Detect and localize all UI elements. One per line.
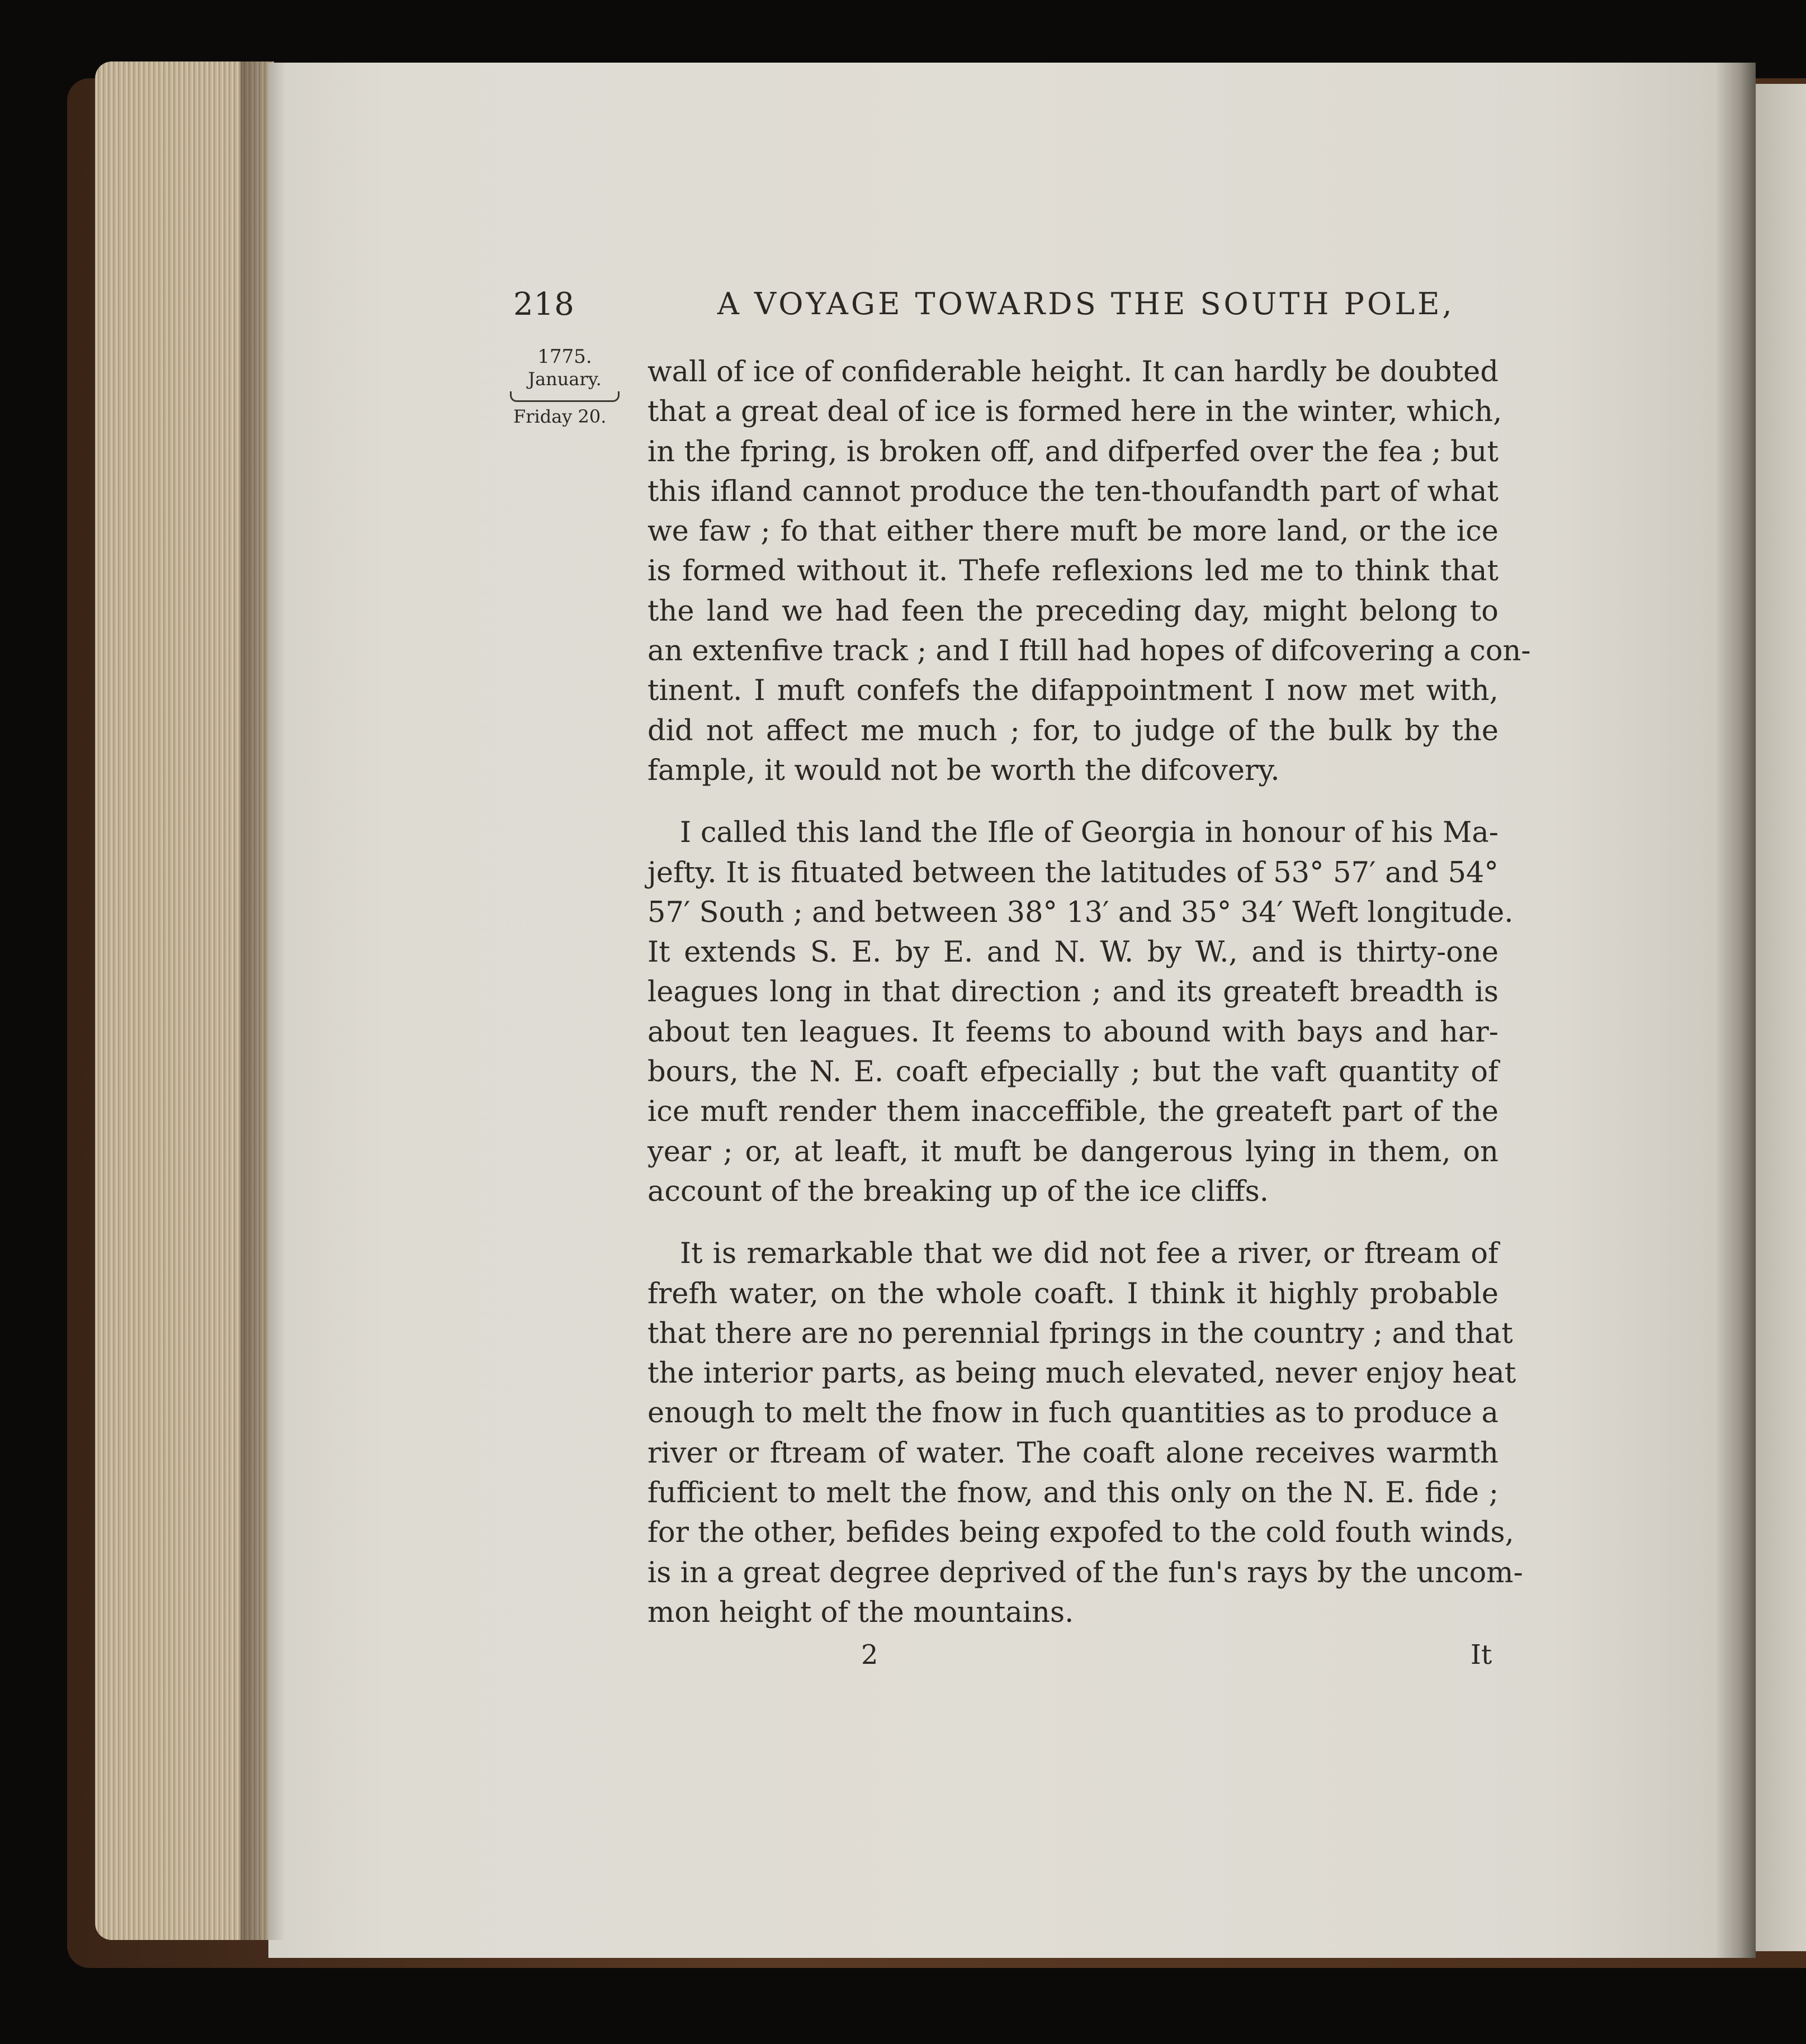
text-line: fample, it would not be worth the difcovery.	[647, 754, 1280, 787]
text-line: fufficient to melt the fnow, and this only on the N. E. fide ;	[647, 1477, 1498, 1510]
margin-year: 1775.	[537, 346, 592, 368]
text-line: leagues long in that direction ; and its greateft breadth is	[647, 976, 1498, 1009]
catchword: It	[1471, 1639, 1492, 1671]
text-line: river or ftream of water. The coaft alone receives warmth	[647, 1436, 1498, 1470]
text-line: I called this land the Ifle of Georgia in honour of his Ma-	[680, 816, 1498, 850]
text-line: an extenfive track ; and I ftill had hopes of difcovering a con-	[647, 635, 1531, 668]
text-line: 57′ South ; and between 38° 13′ and 35° 34′ Weft longitude.	[647, 896, 1514, 929]
running-head: A VOYAGE TOWARDS THE SOUTH POLE,	[717, 286, 1455, 321]
signature-mark: 2	[861, 1639, 878, 1671]
text-line: is formed without it. Thefe reflexions led me to think that	[647, 555, 1498, 588]
text-line: that there are no perennial fprings in the country ; and that	[647, 1317, 1513, 1350]
text-line: about ten leagues. It feems to abound with bays and har-	[647, 1015, 1498, 1049]
paragraph-gap	[647, 1212, 1498, 1234]
margin-date-note	[503, 346, 626, 428]
margin-brace	[510, 391, 620, 402]
margin-month: January.	[528, 368, 602, 390]
text-line: account of the breaking up of the ice cliffs.	[647, 1175, 1269, 1208]
text-line: It extends S. E. by E. and N. W. by W., and is thirty-one	[647, 936, 1498, 969]
text-line: wall of ice of confiderable height. It can hardly be doubted	[647, 356, 1498, 389]
text-line: year ; or, at leaft, it muft be dangerous lying in them, on	[647, 1135, 1498, 1168]
text-line: ice muft render them inacceffible, the greateft part of the	[647, 1095, 1498, 1129]
text-line: we faw ; fo that either there muft be more land, or the ice	[647, 515, 1498, 548]
text-line: jefty. It is fituated between the latitudes of 53° 57′ and 54°	[647, 856, 1498, 889]
body-text	[647, 352, 1531, 1633]
text-line: the interior parts, as being much elevated, never enjoy heat	[647, 1357, 1516, 1390]
text-line: It is remarkable that we did not fee a river, or ftream of	[680, 1237, 1498, 1271]
text-line: that a great deal of ice is formed here in the winter, which,	[647, 395, 1502, 429]
text-line: in the fpring, is broken off, and difperfed over the fea ; but	[647, 435, 1498, 469]
margin-day: Friday 20.	[513, 406, 607, 427]
text-line: for the other, befides being expofed to the cold fouth winds,	[647, 1516, 1514, 1550]
text-line: did not affect me much ; for, to judge of the bulk by the	[647, 714, 1498, 747]
text-line: bours, the N. E. coaft efpecially ; but the vaft quantity of	[647, 1056, 1498, 1089]
text-line: enough to melt the fnow in fuch quantities as to produce a	[647, 1397, 1498, 1430]
text-line: is in a great degree deprived of the fun's rays by the uncom-	[647, 1556, 1523, 1589]
paragraph-gap	[647, 791, 1498, 813]
text-line: the land we had feen the preceding day, might belong to	[647, 594, 1498, 628]
text-line: frefh water, on the whole coaft. I think it highly probable	[647, 1277, 1498, 1310]
page-number: 218	[513, 286, 575, 323]
text-line: tinent. I muft confefs the difappointment I now met with,	[647, 674, 1498, 708]
text-line: mon height of the mountains.	[647, 1596, 1074, 1629]
text-line: this ifland cannot produce the ten-thoufandth part of what	[647, 475, 1498, 508]
